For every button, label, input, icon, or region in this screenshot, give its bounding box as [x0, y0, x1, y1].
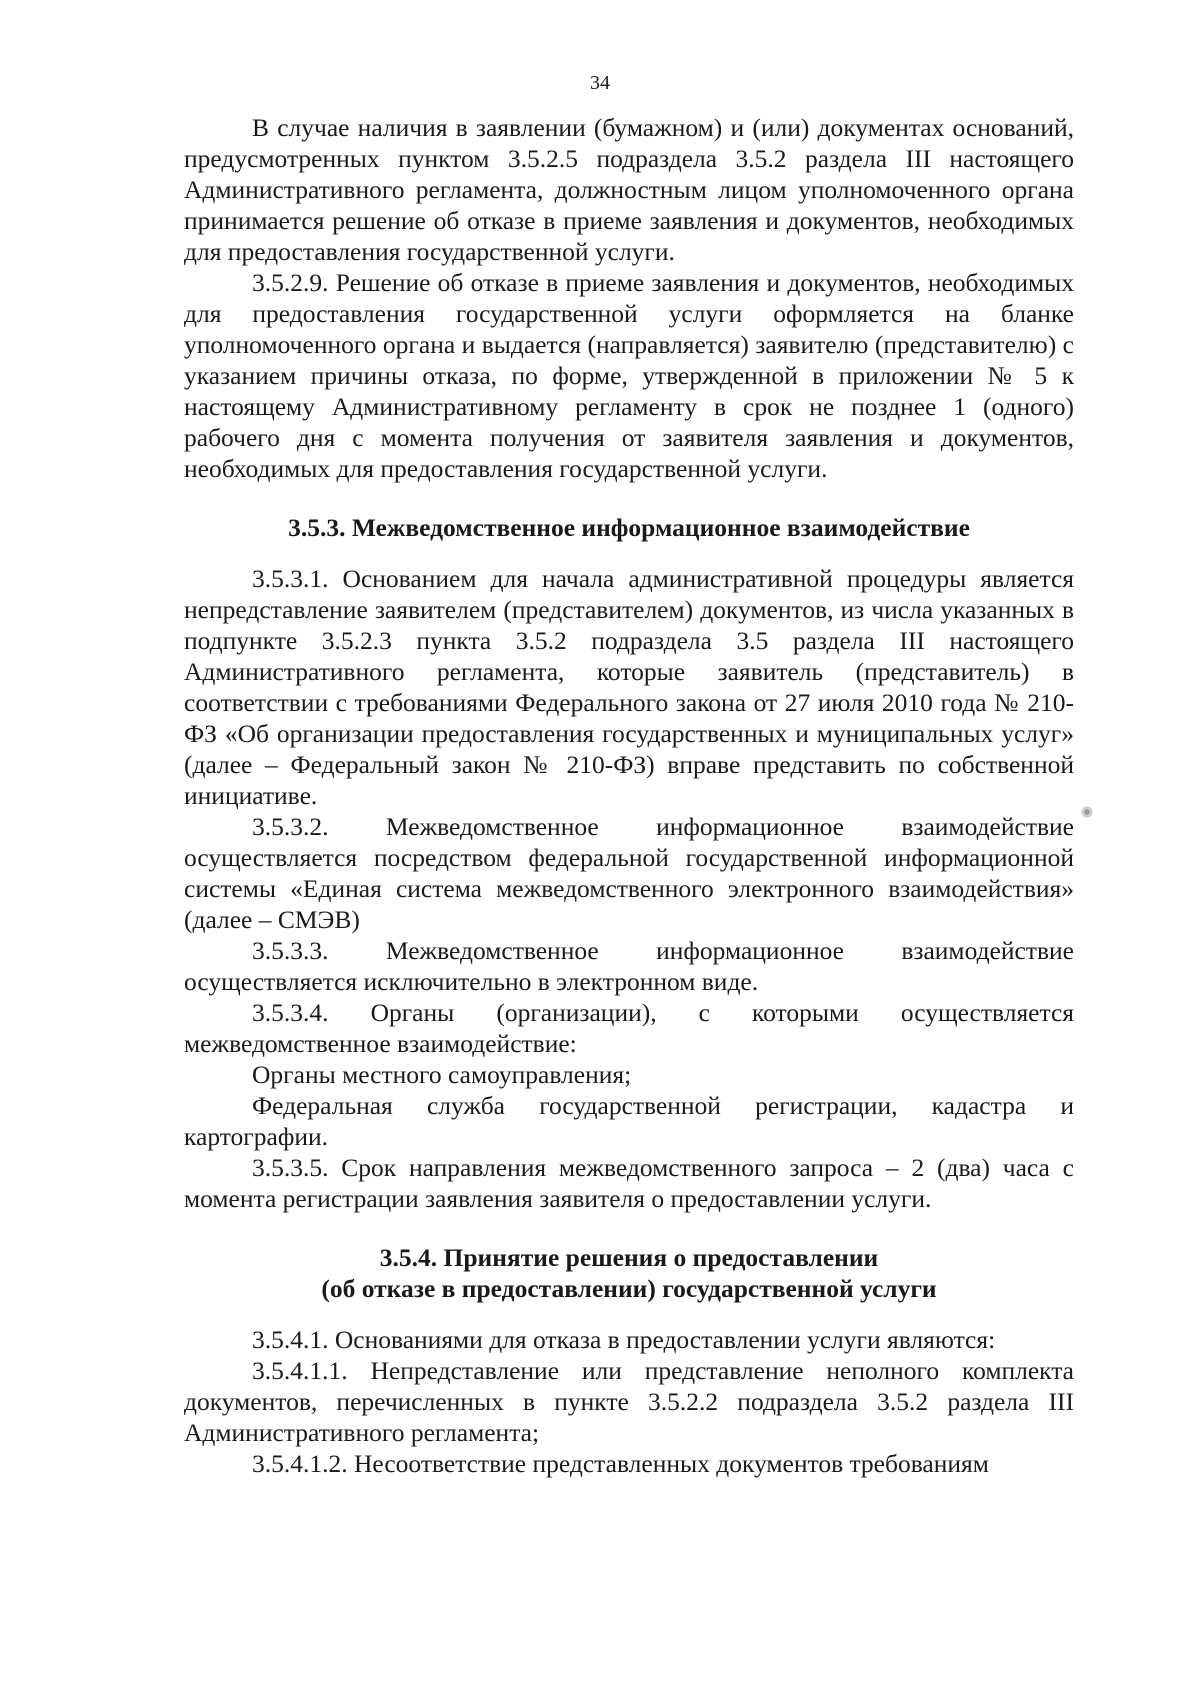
paragraph-3-5-3-3: 3.5.3.3. Межведомственное информационное взаимодействие осуществляется исключительно в электронном виде.	[184, 936, 1074, 996]
paragraph-refusal-grounds: В случае наличия в заявлении (бумажном) и (или) документах оснований, предусмотренных пунктом 3.5.2.5 подраздела 3.5.2 раздела III настоящего Административного регламента, должностным лицом уполномоченного органа принимается решение об отказе в приеме заявления и документов, необходимых для предоставления государственной услуги.	[184, 113, 1074, 266]
paragraph-3-5-3-1: 3.5.3.1. Основанием для начала административной процедуры является непредставление заявителем (представителем) документов, из числа указанных в подпункте 3.5.2.3 пункта 3.5.2 подраздела 3.5 раздела III настоящего Административного регламента, которые заявитель (представитель) в соответствии с требованиями Федерального закона от 27 июля 2010 года № 210-ФЗ «Об организации предоставления государственных и муниципальных услуг» (далее – Федеральный закон № 210-ФЗ) вправе представить по собственной инициативе.	[184, 564, 1074, 810]
scan-speck	[1080, 806, 1094, 818]
paragraph-3-5-4-1: 3.5.4.1. Основаниями для отказа в предоставлении услуги являются:	[252, 1325, 996, 1354]
paragraph-3-5-4-1-2: 3.5.4.1.2. Несоответствие представленных документов требованиям	[252, 1449, 989, 1478]
section-heading-3-5-4-line1: 3.5.4. Принятие решения о предоставлении	[379, 1243, 879, 1272]
paragraph-3-5-4-1-1: 3.5.4.1.1. Непредставление или представление неполного комплекта документов, перечисленных в пункте 3.5.2.2 подраздела 3.5.2 раздела III Административного регламента;	[184, 1356, 1074, 1447]
paragraph-3-5-2-9: 3.5.2.9. Решение об отказе в приеме заявления и документов, необходимых для предоставления государственной услуги оформляется на бланке уполномоченного органа и выдается (направляется) заявителю (представителю) с указанием причины отказа, по форме, утвержденной в приложении № 5 к настоящему Административному регламенту в срок не позднее 1 (одного) рабочего дня с момента получения от заявителя заявления и документов, необходимых для предоставления государственной услуги.	[184, 268, 1074, 483]
paragraph-3-5-3-2: 3.5.3.2. Межведомственное информационное взаимодействие осуществляется посредством федеральной государственной информационной системы «Единая система межведомственного электронного взаимодействия» (далее – СМЭВ)	[184, 812, 1074, 934]
paragraph-federal-service: Федеральная служба государственной регистрации, кадастра и картографии.	[184, 1091, 1074, 1151]
section-heading-3-5-4-line2: (об отказе в предоставлении) государственной услуги	[321, 1274, 937, 1303]
paragraph-3-5-3-5: 3.5.3.5. Срок направления межведомственного запроса – 2 (два) часа с момента регистрации заявления заявителя о предоставлении услуги.	[184, 1153, 1074, 1213]
page-number: 34	[590, 72, 610, 94]
document-body	[184, 112, 1074, 1479]
section-heading-3-5-3: 3.5.3. Межведомственное информационное взаимодействие	[288, 513, 970, 542]
paragraph-local-government: Органы местного самоуправления;	[252, 1060, 632, 1089]
paragraph-3-5-3-4: 3.5.3.4. Органы (организации), с которыми осуществляется межведомственное взаимодействие:	[184, 998, 1074, 1058]
